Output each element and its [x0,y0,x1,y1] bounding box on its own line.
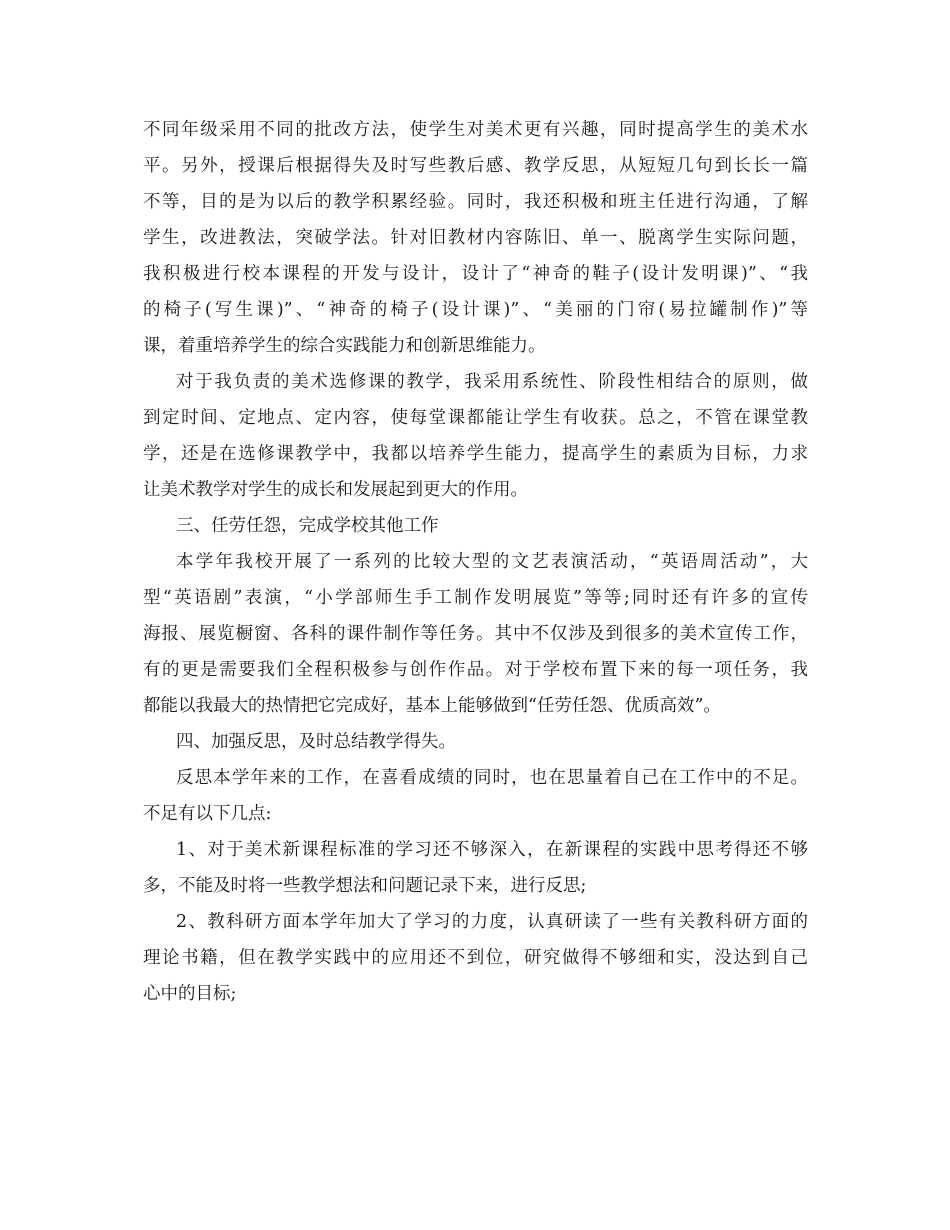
text-line: 海报、展览橱窗、各科的课件制作等任务。其中不仅涉及到很多的美术宣传工作， [143,624,808,644]
section-heading: 四、加强反思，及时总结教学得失。 [176,732,456,752]
text-line: 都能以我最大的热情把它完成好，基本上能够做到“任劳任怨、优质高效”。 [143,696,721,716]
text-line: 理论书籍，但在教学实践中的应用还不到位，研究做得不够细和实，没达到自己 [143,948,808,968]
text-line: 平。另外，授课后根据得失及时写些教后感、教学反思，从短短几句到长长一篇 [143,156,808,176]
list-item-first-line: 1、对于美术新课程标准的学习还不够深入，在新课程的实践中思考得还不够 [176,840,808,860]
text-line: 课，着重培养学生的综合实践能力和创新思维能力。 [143,336,546,356]
text-line: 不等，目的是为以后的教学积累经验。同时，我还积极和班主任进行沟通，了解 [143,192,808,212]
section-heading: 三、任劳任怨，完成学校其他工作 [176,516,439,536]
text-line: 不足有以下几点: [143,804,272,824]
paragraph-first-line: 对于我负责的美术选修课的教学，我采用系统性、阶段性相结合的原则，做 [176,372,808,392]
text-line: 多，不能及时将一些教学想法和问题记录下来，进行反思; [143,876,587,896]
text-line: 型“英语剧”表演，“小学部师生手工制作发明展览”等等;同时还有许多的宣传 [143,588,808,608]
text-line: 不同年级采用不同的批改方法，使学生对美术更有兴趣，同时提高学生的美术水 [143,120,808,140]
text-line: 有的更是需要我们全程积极参与创作作品。对于学校布置下来的每一项任务，我 [143,660,808,680]
list-item-first-line: 2、教科研方面本学年加大了学习的力度，认真研读了一些有关教科研方面的 [176,912,808,932]
text-line: 学生，改进教法，突破学法。针对旧教材内容陈旧、单一、脱离学生实际问题， [143,228,808,248]
text-line: 到定时间、定地点、定内容，使每堂课都能让学生有收获。总之，不管在课堂教 [143,408,808,428]
text-line: 我积极进行校本课程的开发与设计，设计了“神奇的鞋子(设计发明课)”、“我 [143,264,808,284]
paragraph-first-line: 反思本学年来的工作，在喜看成绩的同时，也在思量着自己在工作中的不足。 [176,768,808,788]
text-line: 让美术教学对学生的成长和发展起到更大的作用。 [143,480,528,500]
paragraph-first-line: 本学年我校开展了一系列的比较大型的文艺表演活动，“英语周活动”，大 [176,552,808,572]
text-line: 学，还是在选修课教学中，我都以培养学生能力，提高学生的素质为目标，力求 [143,444,808,464]
text-line: 心中的目标; [143,984,237,1004]
text-line: 的椅子(写生课)”、“神奇的椅子(设计课)”、“美丽的门帘(易拉罐制作)”等 [143,300,808,320]
